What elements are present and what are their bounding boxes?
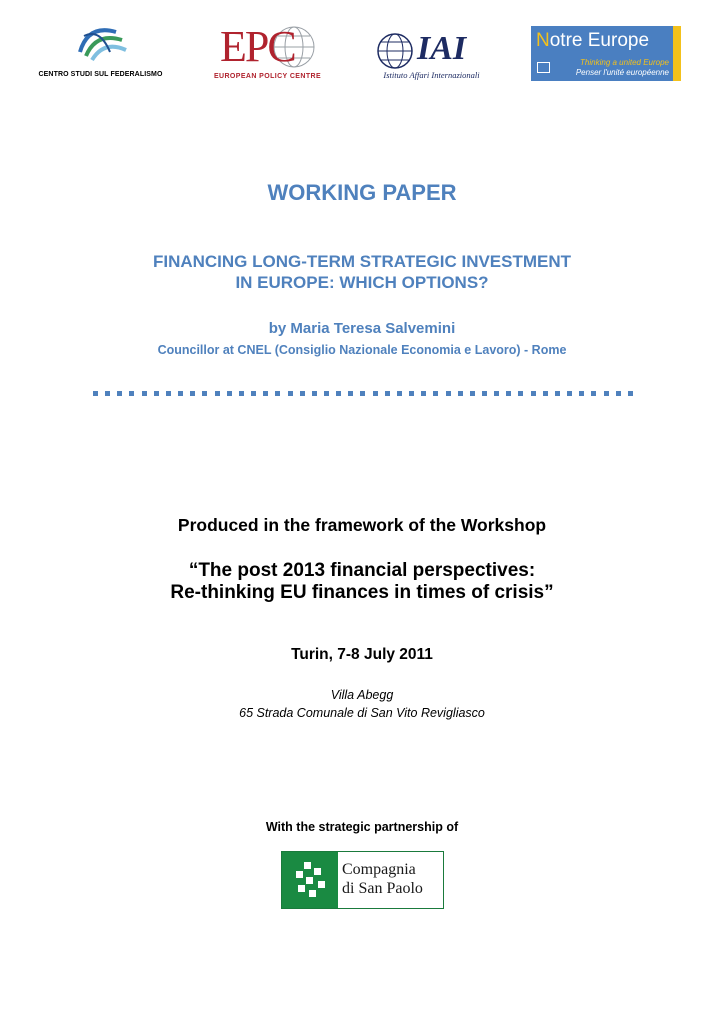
workshop-title [0, 560, 724, 604]
divider-dot [494, 391, 499, 396]
divider-dot [446, 391, 451, 396]
divider-dot [616, 391, 621, 396]
epc-mark: EPC [220, 22, 295, 71]
paper-title-line1: FINANCING LONG-TERM STRATEGIC INVESTMENT [152, 252, 572, 271]
divider-dot [397, 391, 402, 396]
divider-dot [202, 391, 207, 396]
divider-dot [604, 391, 609, 396]
partnership-intro: With the strategic partnership of [265, 820, 459, 834]
compagnia-name [342, 860, 423, 898]
divider-dot [543, 391, 548, 396]
divider-dot [579, 391, 584, 396]
notre-europe-title [536, 30, 649, 52]
workshop-date: Turin, 7-8 July 2011 [291, 646, 433, 663]
divider-dot [373, 391, 378, 396]
divider-dot [142, 391, 147, 396]
divider-dot [275, 391, 280, 396]
divider-dot [93, 391, 98, 396]
divider-dot [154, 391, 159, 396]
notre-europe-title-initial: N [536, 30, 550, 51]
centro-studi-swirl-icon [38, 22, 163, 70]
divider-dot [421, 391, 426, 396]
compagnia-name-line2: di San Paolo [342, 880, 423, 897]
divider-dot [360, 391, 365, 396]
divider-dot [227, 391, 232, 396]
divider-dot [190, 391, 195, 396]
divider-dot [348, 391, 353, 396]
centro-studi-federalismo-logo [38, 22, 163, 84]
eu-flag-icon [537, 62, 550, 73]
divider-dot [458, 391, 463, 396]
iai-logo [374, 30, 489, 86]
divider-dot [591, 391, 596, 396]
compagnia-pattern-icon [282, 852, 338, 908]
divider-dot [506, 391, 511, 396]
author-affiliation: Councillor at CNEL (Consiglio Nazionale Economia e Lavoro) - Rome [157, 343, 567, 357]
divider-dot [312, 391, 317, 396]
divider-dot [567, 391, 572, 396]
notre-europe-accent-strip [673, 26, 681, 81]
divider-dot [385, 391, 390, 396]
venue-name: Villa Abegg [330, 688, 394, 702]
divider-dot [129, 391, 134, 396]
workshop-title-line2: Re-thinking EU finances in times of crisis” [170, 582, 554, 603]
venue-address: 65 Strada Comunale di San Vito Revigliasco [239, 706, 485, 720]
divider-dot [300, 391, 305, 396]
epc-logo [210, 24, 325, 86]
workshop-intro: Produced in the framework of the Workshop [177, 515, 547, 535]
dotted-divider [93, 391, 633, 399]
workshop-title-line1: “The post 2013 financial perspectives: [188, 560, 536, 581]
notre-europe-logo [531, 26, 681, 81]
divider-dot [470, 391, 475, 396]
divider-dot [178, 391, 183, 396]
divider-dot [263, 391, 268, 396]
divider-dot [531, 391, 536, 396]
divider-dot [105, 391, 110, 396]
divider-dot [166, 391, 171, 396]
centro-studi-text: CENTRO STUDI SUL FEDERALISMO [38, 71, 163, 78]
divider-dot [239, 391, 244, 396]
divider-dot [628, 391, 633, 396]
divider-dot [555, 391, 560, 396]
divider-dot [288, 391, 293, 396]
divider-dot [215, 391, 220, 396]
paper-title [0, 251, 724, 293]
divider-dot [324, 391, 329, 396]
workshop-venue [0, 686, 724, 722]
notre-europe-title-rest: otre Europe [549, 30, 650, 51]
iai-text: Istituto Affari Internazionali [383, 70, 480, 80]
paper-title-line2: IN EUROPE: WHICH OPTIONS? [235, 273, 489, 292]
divider-dot [336, 391, 341, 396]
compagnia-name-line1: Compagnia [342, 861, 416, 878]
iai-globe-icon [376, 32, 416, 72]
author-name: by Maria Teresa Salvemini [268, 320, 456, 337]
notre-europe-tagline-fr: Penser l'unité européenne [575, 68, 669, 77]
iai-mark: IAI [417, 30, 467, 67]
divider-dot [518, 391, 523, 396]
divider-dot [251, 391, 256, 396]
compagnia-san-paolo-logo [281, 851, 444, 909]
compagnia-mark-icon [282, 852, 338, 908]
epc-text: EUROPEAN POLICY CENTRE [213, 73, 322, 80]
divider-dot [433, 391, 438, 396]
divider-dot [117, 391, 122, 396]
divider-dot [482, 391, 487, 396]
divider-dot [409, 391, 414, 396]
document-type: WORKING PAPER [267, 180, 457, 205]
notre-europe-tagline-en: Thinking a united Europe [580, 58, 669, 67]
